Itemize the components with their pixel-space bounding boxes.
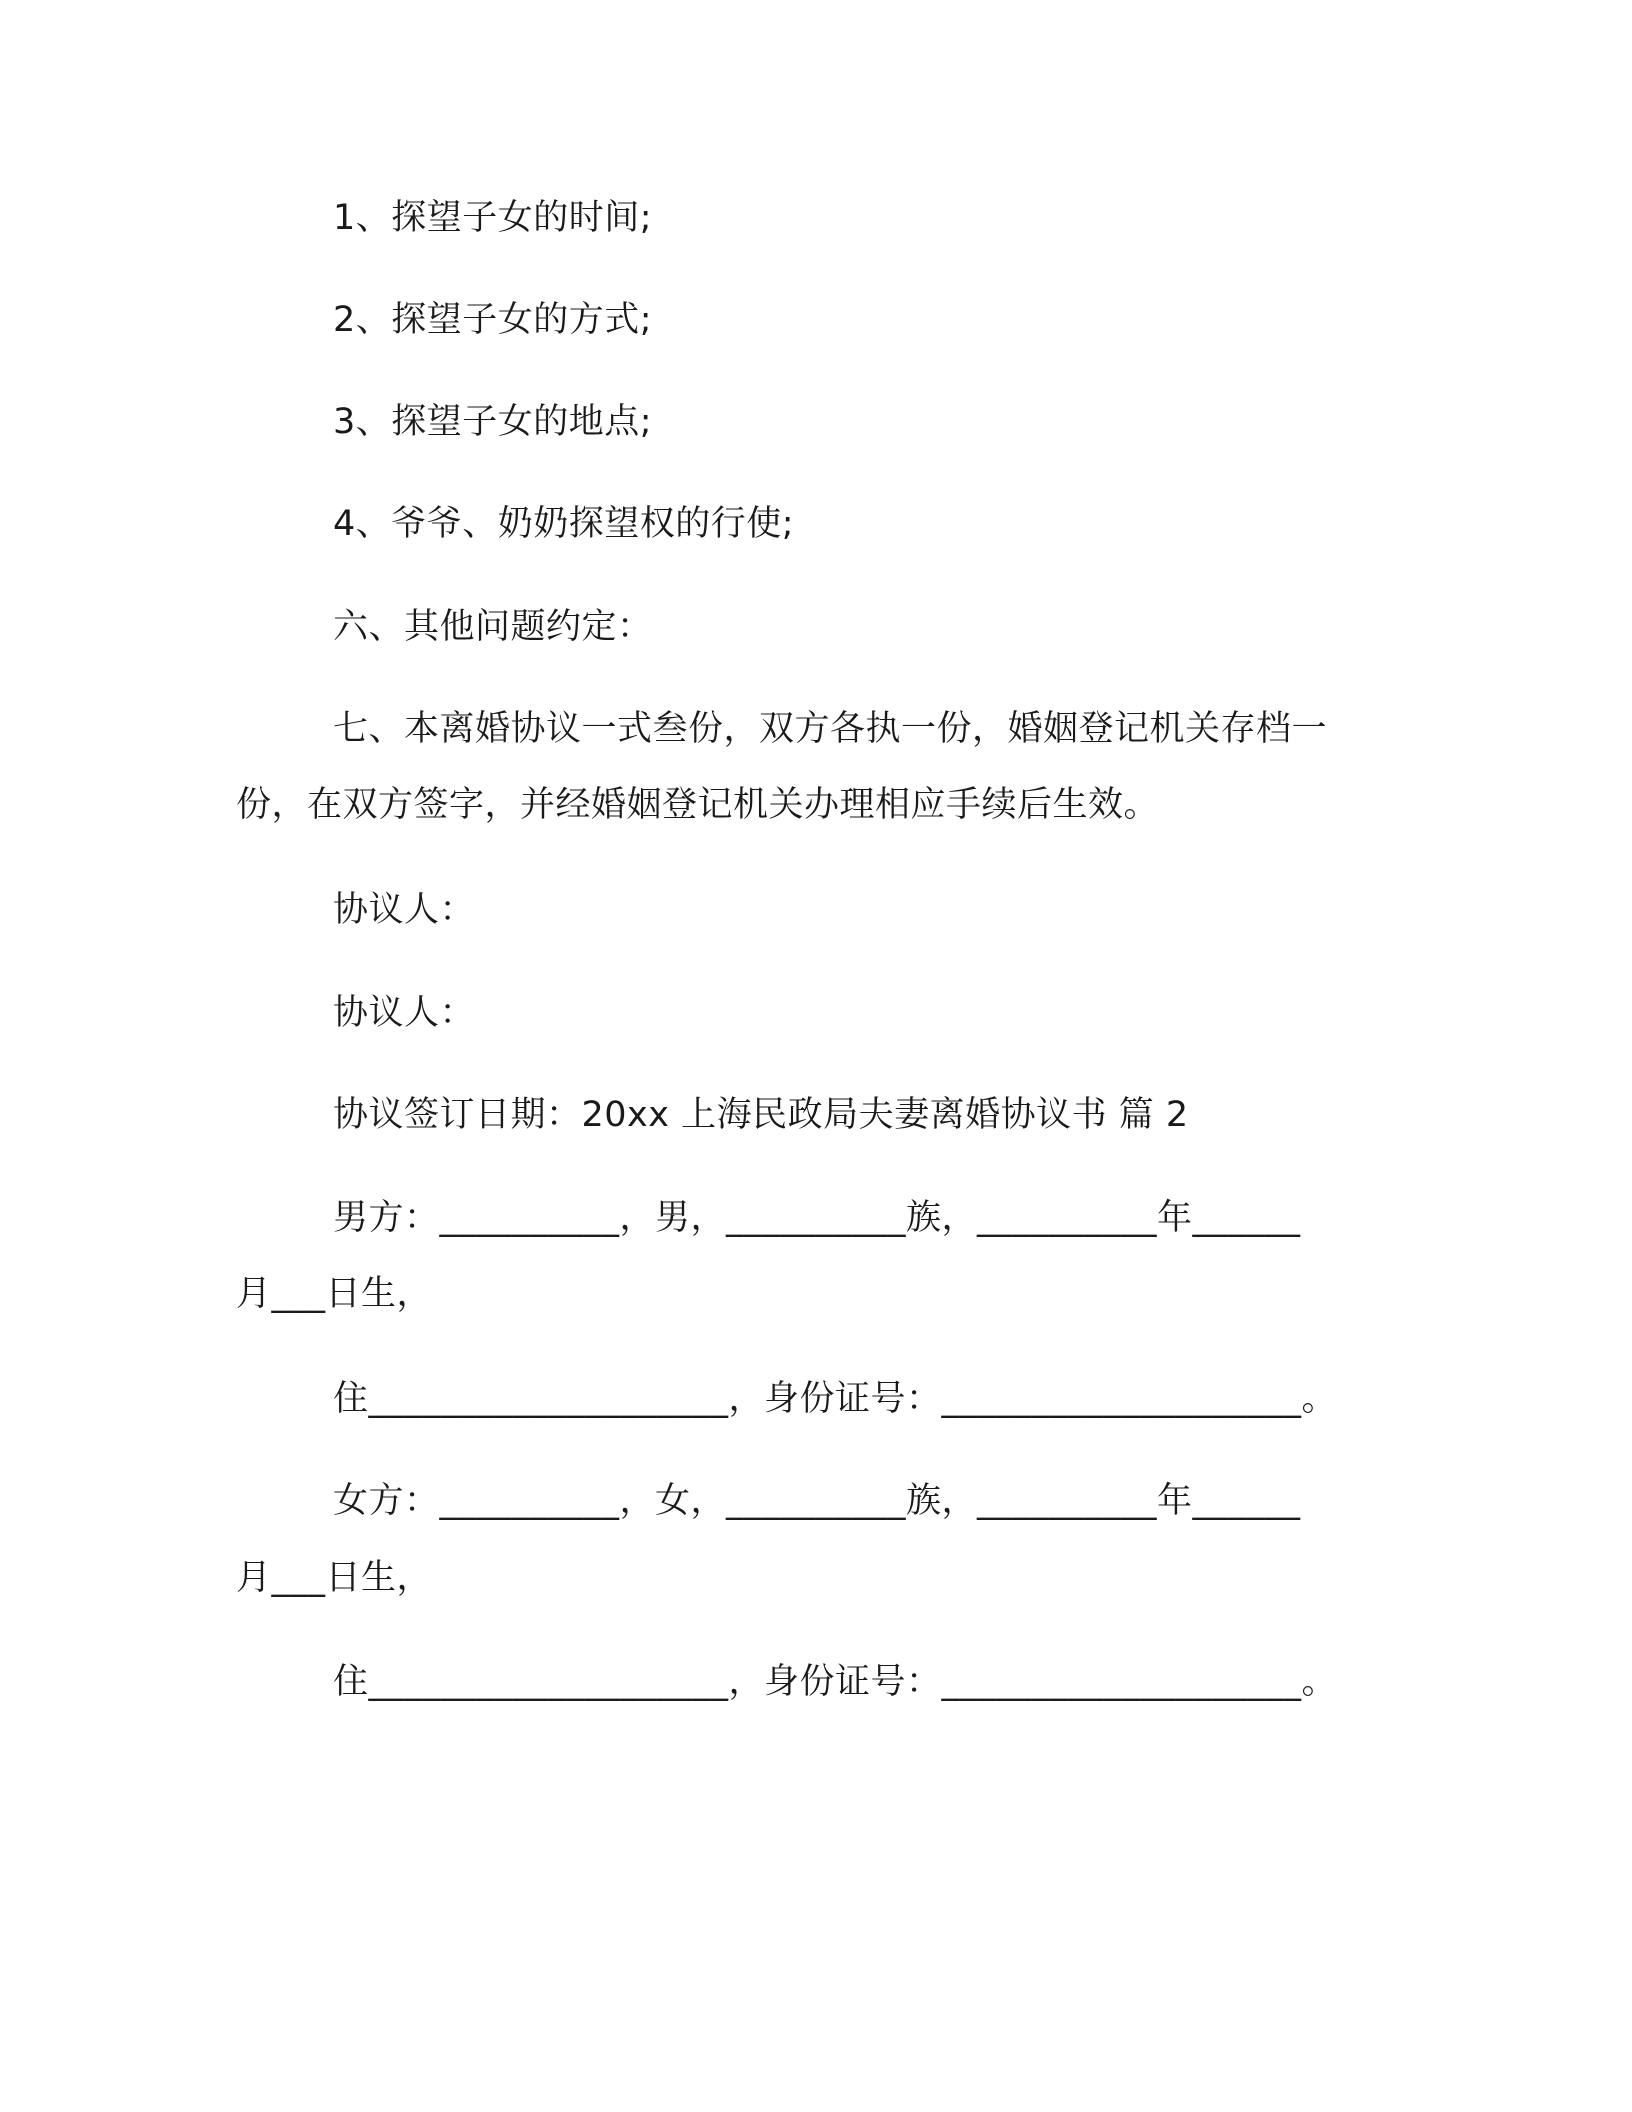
party-label-1: 协议人：	[333, 890, 476, 930]
visit-time-item: 1、探望子女的时间;	[333, 198, 653, 238]
visit-place-item: 3、探望子女的地点;	[333, 402, 653, 442]
section-seven-line-2: 份，在双方签字，并经婚姻登记机关办理相应手续后生效。	[236, 785, 1160, 825]
signing-date-line: 协议签订日期：20xx 上海民政局夫妻离婚协议书 篇 2	[333, 1095, 1189, 1135]
section-six-heading: 六、其他问题约定：	[333, 607, 653, 647]
male-info-line-1: 男方：__________，男，__________族，__________年______	[333, 1198, 1301, 1238]
female-address-line: 住____________________，身份证号：____________________。	[333, 1662, 1338, 1702]
grandparents-visit-item: 4、爷爷、奶奶探望权的行使;	[333, 504, 795, 544]
visit-method-item: 2、探望子女的方式;	[333, 300, 653, 340]
female-info-line-2: 月___日生，	[236, 1558, 433, 1598]
male-info-line-2: 月___日生，	[236, 1274, 433, 1314]
female-info-line-1: 女方：__________，女，__________族，__________年______	[333, 1481, 1301, 1521]
party-label-2: 协议人：	[333, 993, 476, 1033]
male-address-line: 住____________________，身份证号：____________________。	[333, 1379, 1338, 1419]
section-seven-line-1: 七、本离婚协议一式叁份，双方各执一份，婚姻登记机关存档一	[333, 709, 1328, 749]
